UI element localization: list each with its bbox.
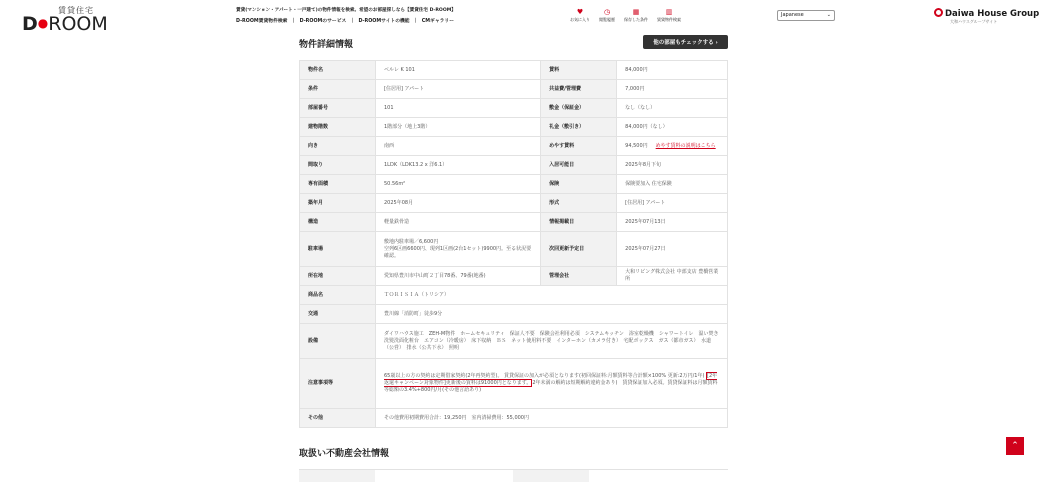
language-select[interactable]: Japanese ⌄ bbox=[777, 10, 835, 21]
droom-logo[interactable]: D●ROOM bbox=[22, 13, 108, 35]
row-label: 入居可能日 bbox=[541, 156, 617, 175]
row-value: 2025年07月27日 bbox=[617, 232, 728, 267]
row-value: 84,000円 bbox=[617, 61, 728, 80]
row-label: 設備 bbox=[300, 324, 376, 359]
row-value: 豊川線「消防町」徒歩9分 bbox=[376, 305, 728, 324]
back-to-top-button[interactable]: ⌃ bbox=[1006, 437, 1024, 455]
row-label: 物件名 bbox=[300, 61, 376, 80]
nav-features[interactable]: D-ROOMサイトの機能 bbox=[358, 19, 410, 24]
row-label: 建物階数 bbox=[300, 118, 376, 137]
row-value: [住居用] アパート bbox=[376, 80, 541, 99]
campaign-highlight: [2年返還キャンペーン対象物件]更新後の賃料は91000円となります。 bbox=[384, 373, 718, 386]
row-value: 94,500円 めやす賃料の説明はこちら bbox=[617, 137, 728, 156]
row-label: 所在地 bbox=[300, 267, 376, 286]
building-icon: ▥ bbox=[665, 8, 673, 16]
favorites-link[interactable]: ♥ お気に入り bbox=[570, 8, 590, 22]
table-row bbox=[300, 305, 728, 324]
table-row bbox=[300, 267, 728, 286]
table-row bbox=[300, 324, 728, 359]
row-label: 交通 bbox=[300, 305, 376, 324]
row-value: 軽量鉄骨造 bbox=[376, 213, 541, 232]
agency-table bbox=[299, 469, 728, 481]
saved-conditions-link[interactable]: ▦ 保存した条件 bbox=[624, 8, 648, 22]
row-label: 条件 bbox=[300, 80, 376, 99]
table-row bbox=[300, 156, 728, 175]
row-label: 専有面積 bbox=[300, 175, 376, 194]
row-label: その他 bbox=[300, 409, 376, 428]
table-row bbox=[300, 118, 728, 137]
row-value: 65歳以上の方の契約は定期借家契約(2年再契約型)。 賃貸保証の加入が必須となります(初回保証料:月額賃料等合計額×100% 更新:2万円/1年) [2年返還キャンペーン対象物件]更新後の賃料は91000円となります。2年未満の解約は短期解約違約金あり) 賃貸保証加入必須。賃貸保証料は月額賃料等総額の3.4%+800円/月(その他言語あり) bbox=[376, 359, 728, 409]
chevron-down-icon: ⌄ bbox=[826, 12, 831, 18]
header-icons bbox=[570, 8, 681, 23]
row-label: 賃料 bbox=[541, 61, 617, 80]
row-value: 2025年08月 bbox=[376, 194, 541, 213]
table-row bbox=[300, 137, 728, 156]
daiwa-subtitle[interactable]: 大和ハウスグループサイト bbox=[950, 19, 998, 24]
row-value: その他費用初期費用合計：19,250円 室内清掃費用：55,000円 bbox=[376, 409, 728, 428]
row-value: 50.56m² bbox=[376, 175, 541, 194]
row-value: 南西 bbox=[376, 137, 541, 156]
row-value: 2025年07月13日 bbox=[617, 213, 728, 232]
saved-conditions-icon: ▦ bbox=[632, 8, 640, 16]
row-value: 1階部分（地上3階） bbox=[376, 118, 541, 137]
page-title: 物件詳細情報 bbox=[299, 40, 354, 50]
table-row bbox=[300, 409, 728, 428]
check-other-rooms-button[interactable]: 他の部屋もチェックする › bbox=[643, 35, 728, 49]
heart-icon: ♥ bbox=[576, 8, 584, 16]
nav-cm-gallery[interactable]: CMギャラリー bbox=[421, 19, 455, 24]
property-detail-table bbox=[299, 60, 728, 428]
row-value: 84,000円（なし） bbox=[617, 118, 728, 137]
row-label: 情報掲載日 bbox=[541, 213, 617, 232]
row-label: 共益費/管理費 bbox=[541, 80, 617, 99]
site-header bbox=[0, 0, 1039, 35]
table-row bbox=[300, 61, 728, 80]
row-label: 商品名 bbox=[300, 286, 376, 305]
row-label: 向き bbox=[300, 137, 376, 156]
table-row bbox=[300, 99, 728, 118]
row-label: 部屋番号 bbox=[300, 99, 376, 118]
row-value: [住居用] アパート bbox=[617, 194, 728, 213]
row-label: 敷金（保証金） bbox=[541, 99, 617, 118]
table-row bbox=[300, 80, 728, 99]
row-value: 保険要加入 住宅保険 bbox=[617, 175, 728, 194]
row-value: ＴＯＲＩＳＩＡ（トリシア） bbox=[376, 286, 728, 305]
row-value: なし（なし） bbox=[617, 99, 728, 118]
row-value: 1LDK（LDK13.2 x 洋6.1） bbox=[376, 156, 541, 175]
row-label: 保険 bbox=[541, 175, 617, 194]
agency-section-title: 取扱い不動産会社情報 bbox=[299, 449, 390, 459]
row-label: 駐車場 bbox=[300, 232, 376, 267]
row-label: 礼金（敷引き） bbox=[541, 118, 617, 137]
row-value: 101 bbox=[376, 99, 541, 118]
row-label: 次回更新予定日 bbox=[541, 232, 617, 267]
daiwa-mark-icon bbox=[934, 8, 943, 17]
row-value: 2025年8月下旬 bbox=[617, 156, 728, 175]
table-row bbox=[300, 286, 728, 305]
table-row bbox=[300, 213, 728, 232]
row-label: 間取り bbox=[300, 156, 376, 175]
row-value: 敷地内駐車場／6,600円 空列6区画6600円、現列1区画(2台1セット)9900円。至る状況要確認。 bbox=[376, 232, 541, 267]
nav-services[interactable]: D-ROOMのサービス bbox=[299, 19, 347, 24]
table-row bbox=[300, 175, 728, 194]
row-label: 注意事項等 bbox=[300, 359, 376, 409]
row-value: ベルレ K 101 bbox=[376, 61, 541, 80]
row-value: 大和リビング株式会社 中部支店 豊橋営業所 bbox=[617, 267, 728, 286]
row-label: 管理会社 bbox=[541, 267, 617, 286]
estimated-rent-info-link[interactable]: めやす賃料の説明はこちら bbox=[655, 142, 716, 149]
row-label: 構造 bbox=[300, 213, 376, 232]
row-label: 形式 bbox=[541, 194, 617, 213]
header-nav: D-ROOM賃貸物件検索 ｜ D-ROOMのサービス ｜ D-ROOMサイトの機能 ｜ CMギャラリー bbox=[236, 19, 455, 24]
site-tagline: 賃貸(マンション・アパート・一戸建て)の物件情報を検索。希望のお部屋探しなら【賃貸住宅 D-ROOM】 bbox=[236, 8, 456, 13]
table-row bbox=[300, 232, 728, 267]
logo-subtitle: 賃貸住宅 bbox=[58, 6, 94, 15]
nav-search[interactable]: D-ROOM賃貸物件検索 bbox=[236, 19, 288, 24]
row-value: 愛知県豊川市中山町２丁目78番、79番(地番) bbox=[376, 267, 541, 286]
row-label: めやす賃料 bbox=[541, 137, 617, 156]
property-search-link[interactable]: ▥ 賃貸物件検索 bbox=[657, 8, 681, 22]
history-icon: ◷ bbox=[603, 8, 611, 16]
row-label: 築年月 bbox=[300, 194, 376, 213]
history-link[interactable]: ◷ 閲覧履歴 bbox=[599, 8, 615, 22]
row-value: 7,000円 bbox=[617, 80, 728, 99]
daiwa-house-logo[interactable]: Daiwa House Group bbox=[934, 8, 1039, 19]
table-row bbox=[300, 194, 728, 213]
row-value: ダイワハウス施工 ZEH-M物件 ホームセキュリティ 保証人不要 保険会社利用必須 システムキッチン 浴室乾燥機 シャワートイレ 温い焚き 洗髪洗面化粧台 エアコン（冷暖房） 床下収納 ＢＳ ネット使用料不要 インターホン（カメラ付き） 宅配ボックス ガス（都市ガス） 水道（公営） 排水（公共下水） 照明 bbox=[376, 324, 728, 359]
table-row bbox=[300, 359, 728, 409]
